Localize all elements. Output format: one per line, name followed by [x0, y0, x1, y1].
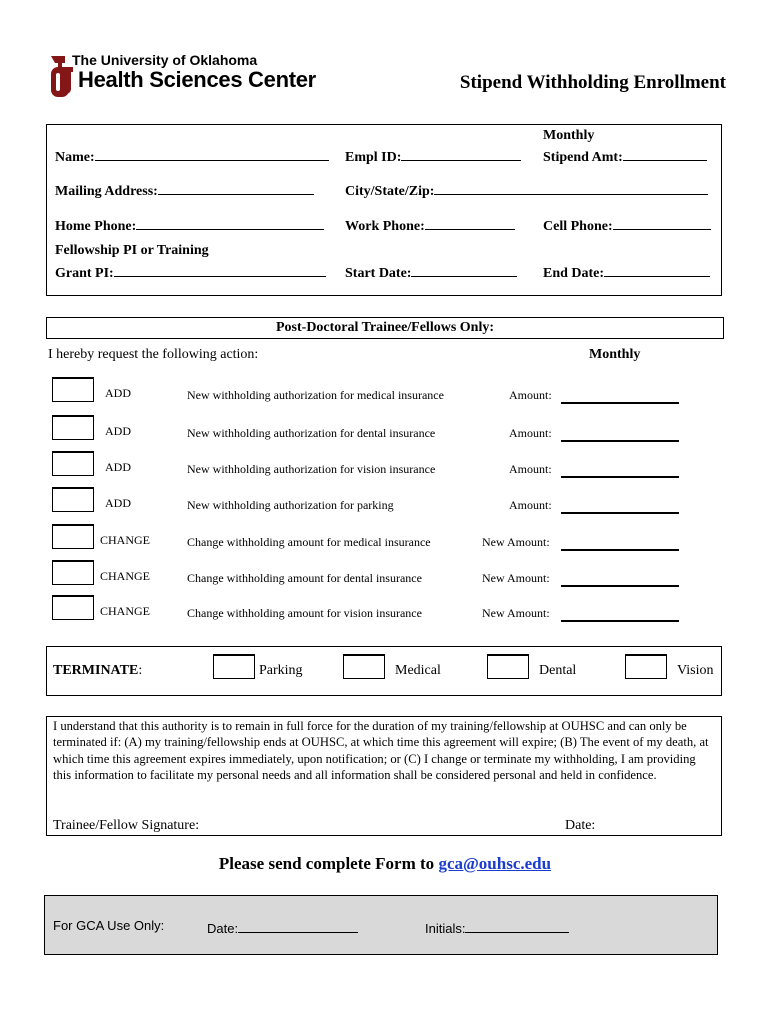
fellowship-pi-label-1: Fellowship PI or Training	[55, 243, 209, 258]
amount-input[interactable]	[561, 440, 679, 442]
gca-use-only-section	[44, 895, 718, 955]
add-action-label: ADD	[105, 386, 131, 400]
change-action-label: CHANGE	[100, 604, 150, 618]
send-prefix: Please send complete Form to	[218, 854, 435, 873]
start-date-field[interactable]	[345, 262, 517, 282]
empl-id-label: Empl ID:	[345, 150, 402, 165]
terminate-section	[46, 646, 722, 696]
terminate-vision-label: Vision	[677, 663, 714, 678]
terminate-colon: :	[138, 663, 143, 678]
gca-initials-label: Initials:	[425, 921, 466, 936]
action-description: New withholding authorization for dental insurance	[187, 426, 436, 440]
terminate-parking-checkbox[interactable]	[213, 655, 255, 679]
amount-label: New Amount:	[482, 606, 550, 620]
city-state-zip-field[interactable]	[345, 180, 708, 200]
work-phone-field[interactable]	[345, 215, 515, 235]
cell-phone-label: Cell Phone:	[543, 219, 613, 234]
start-date-label: Start Date:	[345, 266, 412, 281]
gca-date-field[interactable]	[207, 918, 358, 936]
action-description: Change withholding amount for medical insurance	[187, 535, 431, 549]
amount-input[interactable]	[561, 620, 679, 622]
request-action-text: I hereby request the following action:	[48, 347, 259, 362]
terminate-parking-label: Parking	[259, 663, 303, 678]
terminate-medical-label: Medical	[395, 663, 441, 678]
send-instructions	[0, 854, 770, 874]
terminate-medical-checkbox[interactable]	[343, 655, 385, 679]
add-checkbox[interactable]	[52, 488, 94, 512]
amount-input[interactable]	[561, 585, 679, 587]
change-checkbox[interactable]	[52, 596, 94, 620]
terminate-dental-label: Dental	[539, 663, 577, 678]
city-state-zip-label: City/State/Zip:	[345, 184, 435, 199]
cell-phone-field[interactable]	[543, 215, 711, 235]
add-action-label: ADD	[105, 460, 131, 474]
amount-label: Amount:	[509, 388, 552, 402]
change-checkbox[interactable]	[52, 525, 94, 549]
home-phone-label: Home Phone:	[55, 219, 137, 234]
logo-center-name: Health Sciences Center	[78, 67, 316, 92]
amount-label: New Amount:	[482, 571, 550, 585]
university-logo	[48, 52, 338, 102]
gca-email-link[interactable]: gca@ouhsc.edu	[438, 854, 552, 873]
amount-label: Amount:	[509, 498, 552, 512]
stipend-amt-field[interactable]	[543, 146, 707, 166]
empl-id-field[interactable]	[345, 146, 521, 166]
add-action-label: ADD	[105, 496, 131, 510]
gca-initials-field[interactable]	[425, 918, 569, 936]
personal-info-section	[46, 124, 722, 296]
amount-input[interactable]	[561, 402, 679, 404]
signature-label[interactable]: Trainee/Fellow Signature:	[53, 818, 200, 833]
fellowship-pi-label-2: Grant PI:	[55, 266, 114, 281]
amount-label: New Amount:	[482, 535, 550, 549]
change-action-label: CHANGE	[100, 533, 150, 547]
postdoc-section-header: Post-Doctoral Trainee/Fellows Only:	[46, 317, 724, 339]
fellowship-pi-field[interactable]	[55, 262, 326, 282]
terminate-dental-checkbox[interactable]	[487, 655, 529, 679]
terminate-label-group	[53, 663, 142, 679]
add-checkbox[interactable]	[52, 452, 94, 476]
mailing-address-label: Mailing Address:	[55, 184, 158, 199]
amount-input[interactable]	[561, 476, 679, 478]
add-checkbox[interactable]	[52, 378, 94, 402]
form-title: Stipend Withholding Enrollment	[459, 72, 726, 93]
action-description: New withholding authorization for vision insurance	[187, 462, 436, 476]
signature-date-label[interactable]: Date:	[565, 818, 596, 833]
stipend-amt-label: Stipend Amt:	[543, 150, 623, 165]
logo-university-name: The University of Oklahoma	[72, 52, 258, 68]
action-description: Change withholding amount for vision insurance	[187, 606, 422, 620]
end-date-field[interactable]	[543, 262, 710, 282]
action-description: Change withholding amount for dental insurance	[187, 571, 422, 585]
action-description: New withholding authorization for medical insurance	[187, 388, 444, 402]
name-field[interactable]	[55, 146, 329, 166]
gca-date-label: Date:	[207, 921, 239, 936]
amount-input[interactable]	[561, 512, 679, 514]
monthly-column-header: Monthly	[589, 347, 641, 362]
amount-label: Amount:	[509, 426, 552, 440]
name-label: Name:	[55, 150, 95, 165]
add-action-label: ADD	[105, 424, 131, 438]
amount-input[interactable]	[561, 549, 679, 551]
terminate-vision-checkbox[interactable]	[625, 655, 667, 679]
agreement-section	[46, 716, 722, 836]
mailing-address-field[interactable]	[55, 180, 314, 200]
change-checkbox[interactable]	[52, 561, 94, 585]
work-phone-label: Work Phone:	[345, 219, 425, 234]
end-date-label: End Date:	[543, 266, 605, 281]
terminate-label: TERMINATE	[53, 663, 139, 678]
agreement-text: I understand that this authority is to remain in full force for the duration of my training/fellowship at OUHSC and can only be terminated if: (A) my training/fellowship ends at OUHSC, at which time this agreement will expire; (B) The event of my death, at which time this agreement expires immediately, upon notification; or (C) I change or terminate my withholding, I am providing this information to facilitate my personal needs and all information shall be considered personal and held in confidence.	[53, 719, 709, 783]
change-action-label: CHANGE	[100, 569, 150, 583]
gca-use-only-label: For GCA Use Only:	[53, 918, 165, 933]
monthly-label-top: Monthly	[543, 128, 595, 143]
home-phone-field[interactable]	[55, 215, 324, 235]
add-checkbox[interactable]	[52, 416, 94, 440]
action-description: New withholding authorization for parking	[187, 498, 394, 512]
amount-label: Amount:	[509, 462, 552, 476]
